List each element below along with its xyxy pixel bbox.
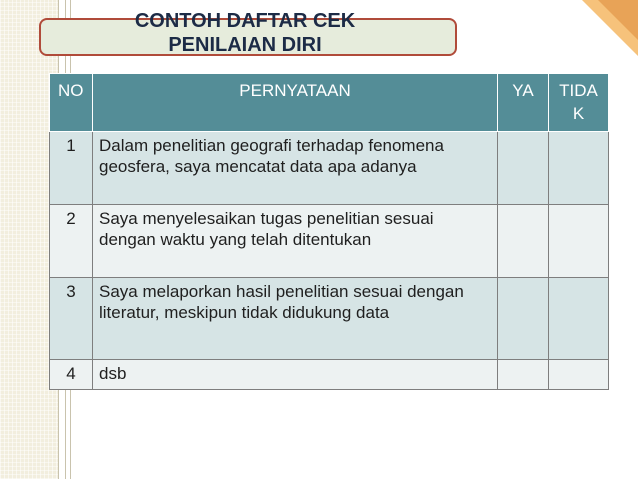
decorative-corner-fold [582,0,638,56]
no-check-cell[interactable] [549,278,609,360]
table-row [50,132,609,205]
row-statement: Saya melaporkan hasil penelitian sesuai dengan literatur, meskipun tidak didukung data [93,278,498,360]
table-row [50,205,609,278]
table-header-row [50,74,609,132]
row-statement: Dalam penelitian geografi terhadap fenomena geosfera, saya mencatat data apa adanya [93,132,498,205]
row-statement: dsb [93,360,498,390]
table-row [50,360,609,390]
header-statement: PERNYATAAN [93,74,498,132]
header-no: NO [50,74,93,132]
row-number: 2 [50,205,93,278]
no-check-cell[interactable] [549,205,609,278]
yes-check-cell[interactable] [498,278,549,360]
row-statement: Saya menyelesaikan tugas penelitian sesuai dengan waktu yang telah ditentukan [93,205,498,278]
row-number: 4 [50,360,93,390]
yes-check-cell[interactable] [498,205,549,278]
slide-title [100,9,390,57]
row-number: 1 [50,132,93,205]
no-check-cell[interactable] [549,360,609,390]
yes-check-cell[interactable] [498,360,549,390]
checklist-table [49,73,609,390]
no-check-cell[interactable] [549,132,609,205]
header-yes: YA [498,74,549,132]
table-row [50,278,609,360]
title-line-2: PENILAIAN DIRI [168,34,322,56]
yes-check-cell[interactable] [498,132,549,205]
header-no-answer: TIDAK [549,74,609,132]
title-line-1: CONTOH DAFTAR CEK [134,10,356,32]
row-number: 3 [50,278,93,360]
